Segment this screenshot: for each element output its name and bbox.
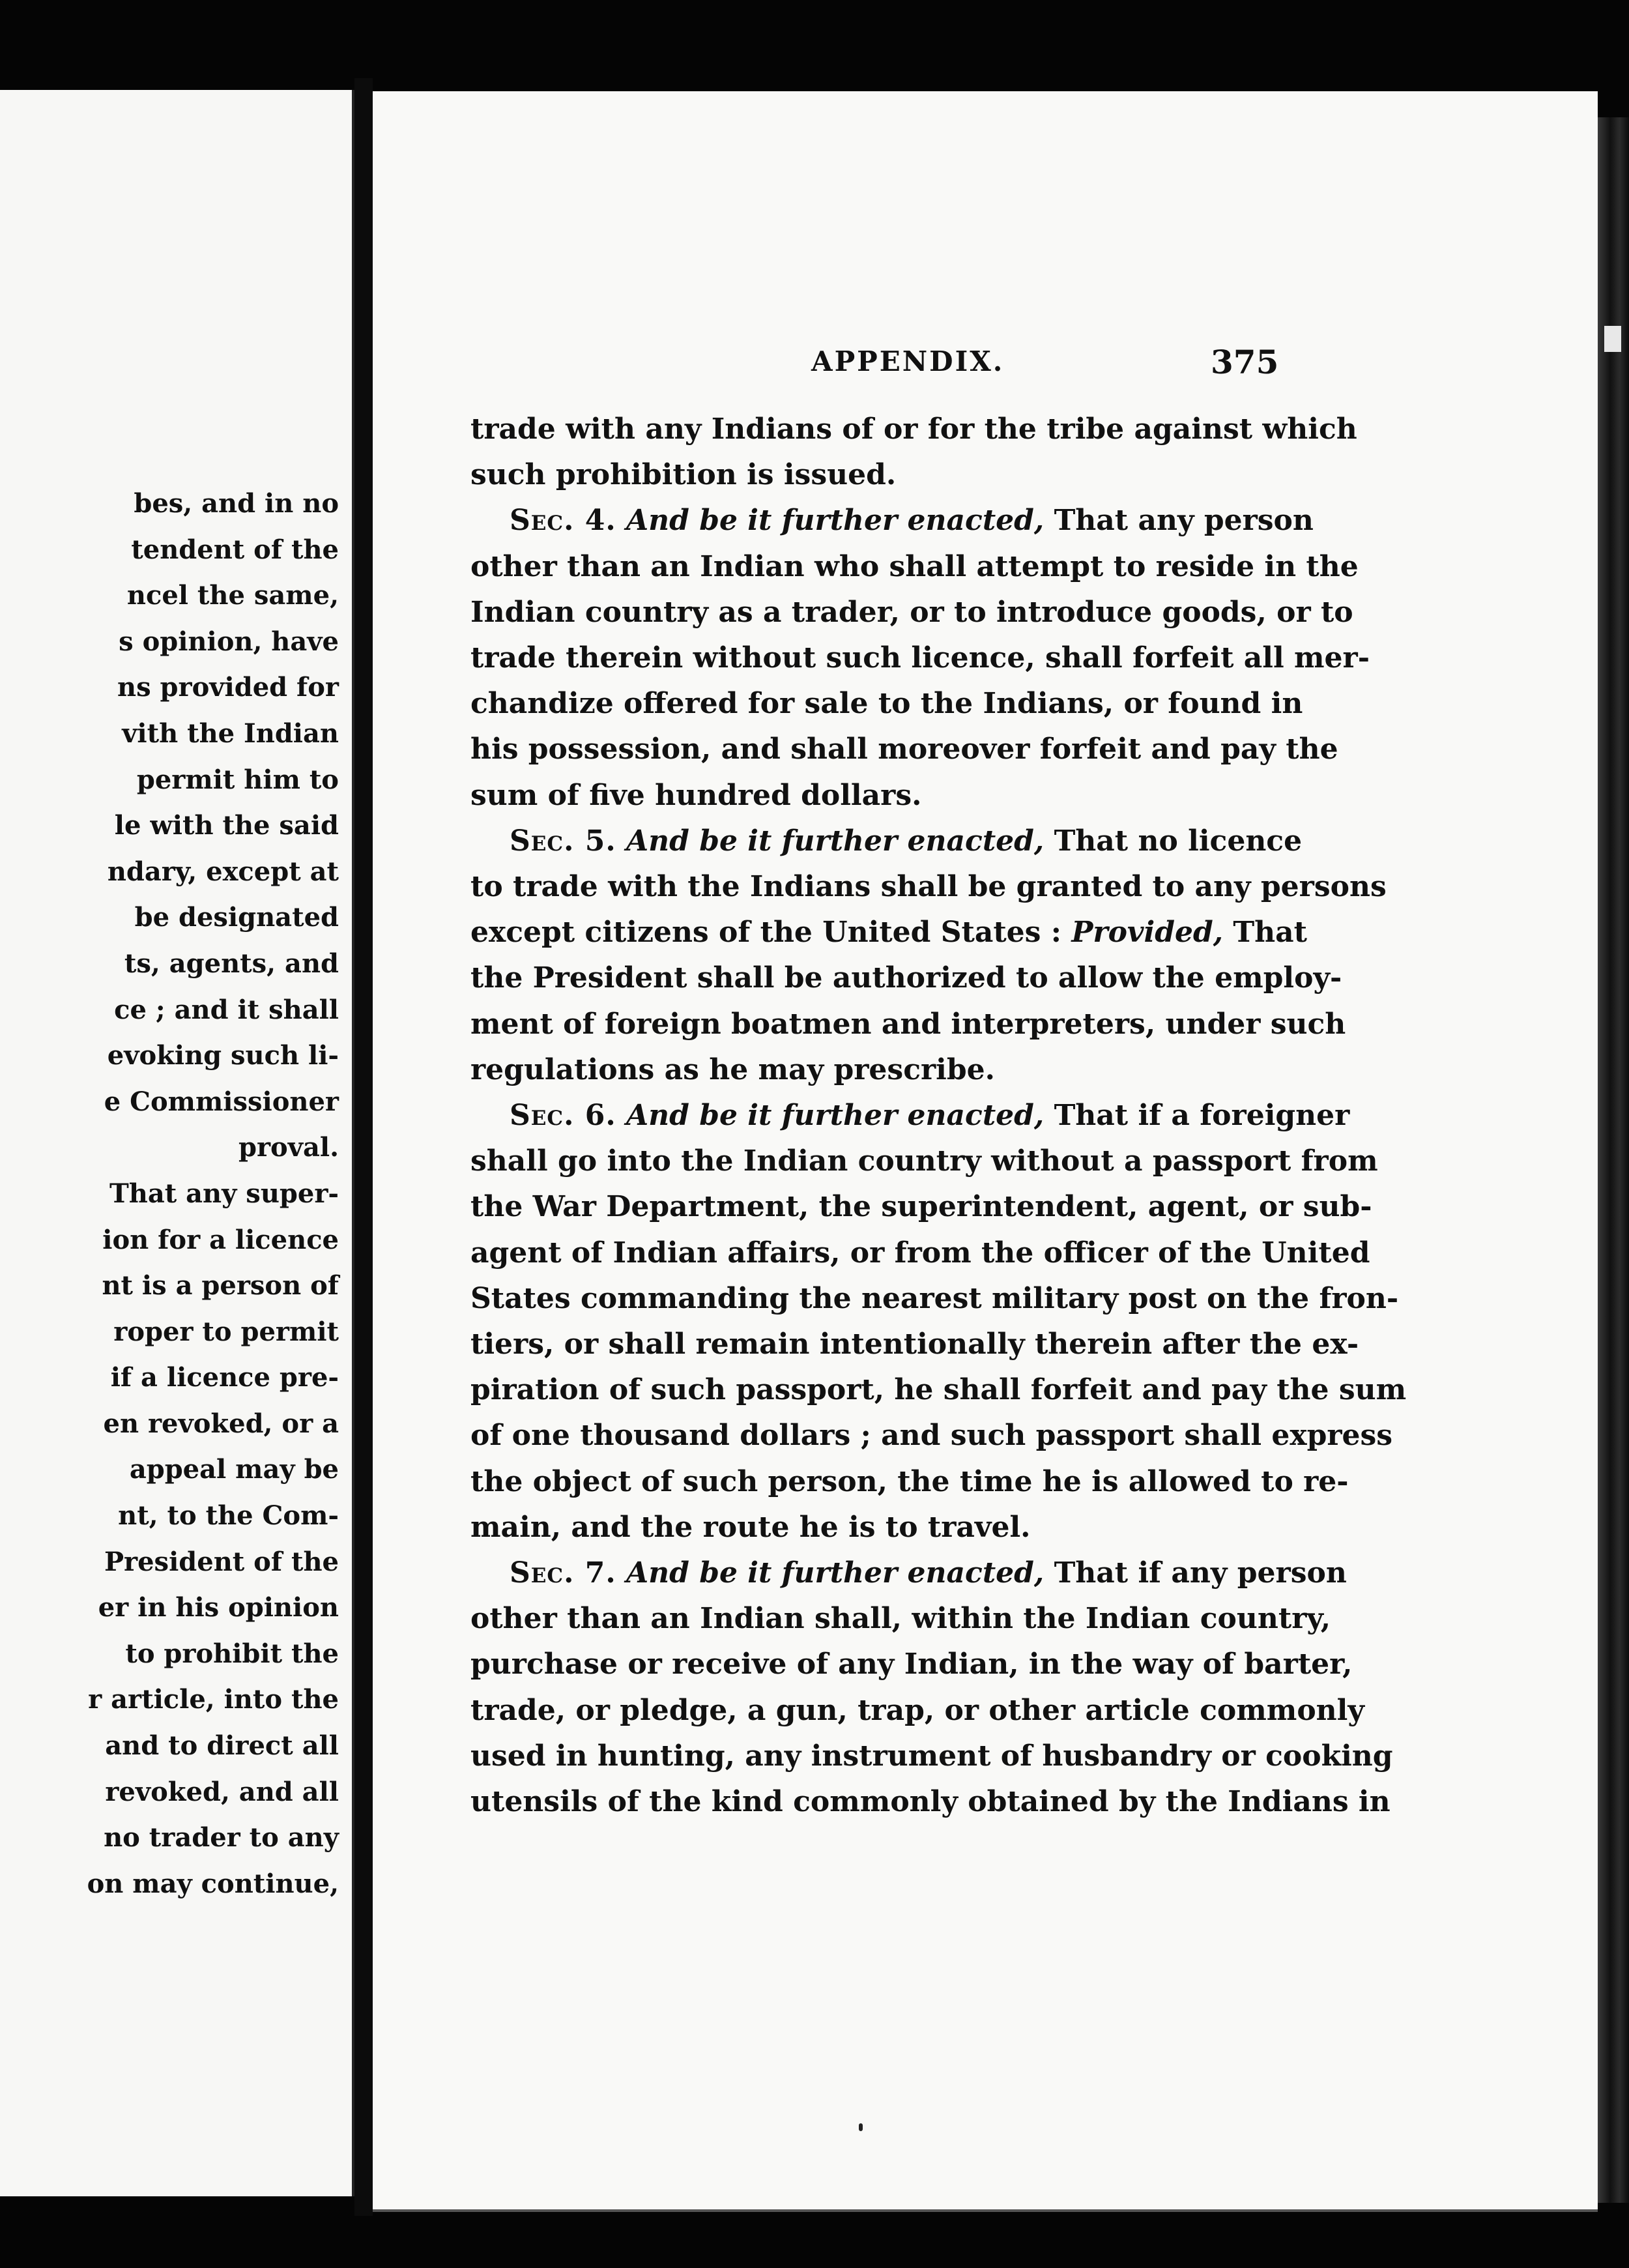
left-line: on may continue, xyxy=(87,1868,339,1899)
section-label: Sec. 6. xyxy=(510,1099,616,1133)
left-line: ns provided for xyxy=(117,672,339,703)
text-fragment: That if any person xyxy=(1054,1556,1347,1590)
left-line: bes, and in no xyxy=(134,488,339,519)
left-line: ts, agents, and xyxy=(124,948,339,979)
text-line: the object of such person, the time he is allowed to re- xyxy=(470,1464,1349,1498)
text-line: chandize offered for sale to the Indians, or found in xyxy=(470,687,1303,721)
left-line: proval. xyxy=(238,1132,339,1163)
left-line: That any super- xyxy=(109,1178,339,1209)
text-line: utensils of the kind commonly obtained by the Indians in xyxy=(470,1785,1391,1819)
text-line: States commanding the nearest military post on the fron- xyxy=(470,1281,1399,1315)
left-line: roper to permit xyxy=(113,1316,339,1347)
left-line: and to direct all xyxy=(105,1730,339,1762)
section-7-line xyxy=(470,1550,1347,1596)
enacting-clause: And be it further enacted, xyxy=(626,504,1045,538)
text-line: the President shall be authorized to allow the employ- xyxy=(470,961,1342,995)
left-line: appeal may be xyxy=(129,1454,339,1485)
left-line: e Commissioner xyxy=(104,1086,339,1117)
text-line: used in hunting, any instrument of husbandry or cooking xyxy=(470,1739,1393,1773)
left-line: le with the said xyxy=(114,810,339,841)
text-line: the War Department, the superintendent, agent, or sub- xyxy=(470,1190,1372,1224)
left-line: nt is a person of xyxy=(102,1270,339,1301)
left-line: ndary, except at xyxy=(107,856,339,887)
section-6-line xyxy=(470,1093,1350,1139)
text-line: other than an Indian shall, within the Indian country, xyxy=(470,1602,1331,1636)
text-line: purchase or receive of any Indian, in the way of barter, xyxy=(470,1648,1353,1681)
left-line: be designated xyxy=(134,902,339,933)
text-line: tiers, or shall remain intentionally therein after the ex- xyxy=(470,1328,1359,1361)
text-line: his possession, and shall moreover forfeit and pay the xyxy=(470,733,1338,766)
provided-line xyxy=(470,910,1307,955)
enacting-clause: And be it further enacted, xyxy=(626,1099,1045,1133)
page-edge-shadow xyxy=(1598,117,1629,2203)
text-line: trade, or pledge, a gun, trap, or other article commonly xyxy=(470,1693,1364,1727)
left-page-text xyxy=(0,481,339,1907)
left-line: r article, into the xyxy=(88,1684,339,1715)
section-label: Sec. 4. xyxy=(510,504,616,538)
text-line: trade with any Indians of or for the tribe against which xyxy=(470,413,1357,446)
text-line: trade therein without such licence, shall forfeit all mer- xyxy=(470,641,1370,675)
left-line: ncel the same, xyxy=(126,580,339,611)
text-fragment: That any person xyxy=(1054,504,1314,538)
left-line: ce ; and it shall xyxy=(114,994,339,1025)
text-line: such prohibition is issued. xyxy=(470,458,897,492)
left-line: if a licence pre- xyxy=(110,1362,339,1393)
running-head: APPENDIX. xyxy=(811,345,1005,377)
left-line: nt, to the Com- xyxy=(118,1500,339,1532)
ink-speck xyxy=(859,2123,863,2131)
section-label: Sec. 7. xyxy=(510,1556,616,1590)
section-4-line xyxy=(470,498,1314,544)
section-5-line xyxy=(470,819,1303,864)
left-line: evoking such li- xyxy=(107,1040,339,1071)
text-line: Indian country as a trader, or to introduce goods, or to xyxy=(470,595,1353,629)
left-line: en revoked, or a xyxy=(103,1408,339,1439)
text-fragment: except citizens of the United States : xyxy=(470,916,1061,950)
text-line: to trade with the Indians shall be granted to any persons xyxy=(470,870,1387,904)
left-line: vith the Indian xyxy=(122,718,339,749)
left-line: no trader to any xyxy=(104,1822,339,1854)
left-line: s opinion, have xyxy=(119,626,339,657)
enacting-clause: And be it further enacted, xyxy=(626,824,1045,858)
text-line: sum of five hundred dollars. xyxy=(470,778,922,812)
text-line: ment of foreign boatmen and interpreters, under such xyxy=(470,1007,1346,1041)
text-line: other than an Indian who shall attempt to reside in the xyxy=(470,549,1359,583)
text-line: shall go into the Indian country without a passport from xyxy=(470,1144,1378,1178)
text-line: of one thousand dollars ; and such passport shall express xyxy=(470,1419,1393,1453)
page-edge-mark xyxy=(1604,326,1621,352)
left-line: President of the xyxy=(104,1546,339,1577)
left-line: er in his opinion xyxy=(98,1592,339,1623)
body-text xyxy=(470,407,1407,1825)
text-line: regulations as he may prescribe. xyxy=(470,1053,995,1086)
left-line: permit him to xyxy=(136,764,339,795)
book-gutter xyxy=(354,78,373,2216)
left-line: revoked, and all xyxy=(105,1776,339,1807)
text-fragment: That if a foreigner xyxy=(1054,1099,1350,1133)
text-fragment: That xyxy=(1233,916,1307,950)
left-line: ion for a licence xyxy=(102,1224,339,1255)
left-line: tendent of the xyxy=(131,534,339,565)
left-page xyxy=(0,90,354,2196)
left-line: to prohibit the xyxy=(125,1638,339,1669)
enacting-clause: And be it further enacted, xyxy=(626,1556,1045,1590)
text-fragment: That no licence xyxy=(1054,824,1303,858)
text-line: main, and the route he is to travel. xyxy=(470,1510,1031,1544)
page-bottom-edge xyxy=(373,2209,1598,2212)
text-line: piration of such passport, he shall forfeit and pay the sum xyxy=(470,1373,1407,1407)
text-line: agent of Indian affairs, or from the officer of the United xyxy=(470,1236,1370,1270)
provided-word: Provided, xyxy=(1071,916,1224,950)
page-number: 375 xyxy=(1211,343,1279,381)
section-label: Sec. 5. xyxy=(510,824,616,858)
